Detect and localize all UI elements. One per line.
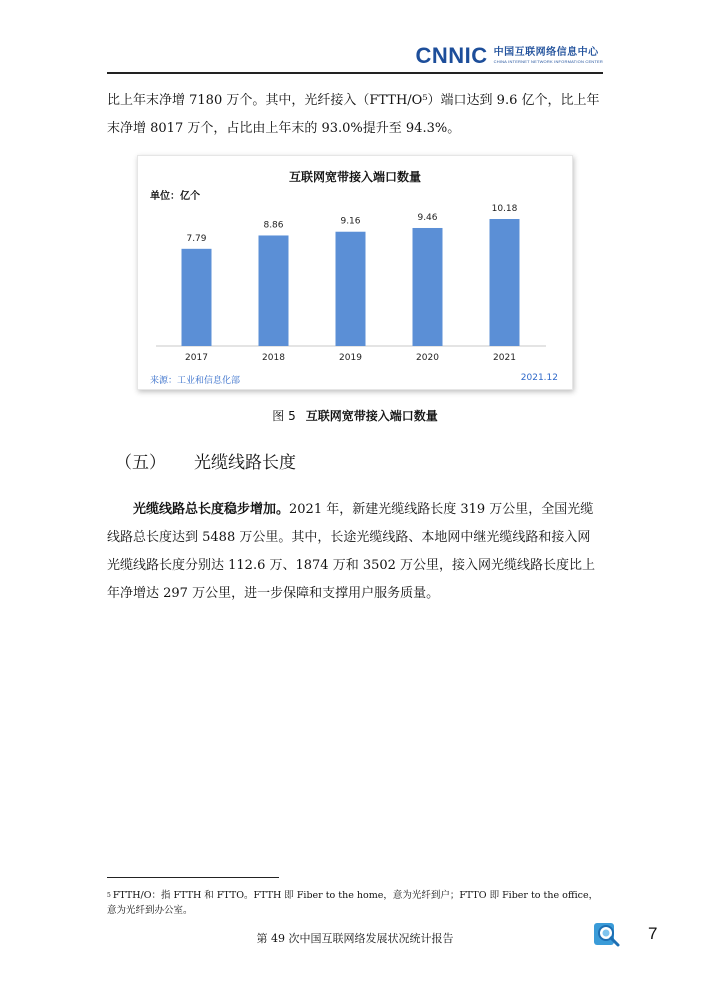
footnote xyxy=(107,888,603,918)
header-divider xyxy=(107,72,603,74)
bar-2018 xyxy=(259,235,289,346)
figure-title: 互联网宽带接入端口数量 xyxy=(305,409,438,423)
x-tick-label-2021: 2021 xyxy=(493,353,516,363)
paragraph-body: 2021 年，新建光缆线路长度 319 万公里，全国光缆线路总长度达到 5488 万公里。其中，长途光缆线路、本地网中继光缆线路和接入网光缆线路长度分别达 112.6 万、1874 万和 3502 万公里，接入网光缆线路长度比上年净增达 297 万公里，进一步保障和支撑用户服务质量。 xyxy=(107,502,596,601)
bar-2020 xyxy=(413,228,443,346)
bar-chart xyxy=(138,156,572,389)
cnnic-logo xyxy=(415,44,603,68)
section-heading xyxy=(115,448,296,473)
figure-caption xyxy=(107,407,603,424)
chart-unit-label: 单位：亿个 xyxy=(150,191,200,202)
page-header xyxy=(107,44,603,70)
org-name-cn: 中国互联网络信息中心 xyxy=(493,47,599,58)
bar-2017 xyxy=(182,249,212,346)
chart-date: 2021.12 xyxy=(520,373,558,383)
footnote-text: FTTH/O：指 FTTH 和 FTTO。FTTH 即 Fiber to the home，意为光纤到户；FTTO 即 Fiber to the office，意为光纤到办公室。 xyxy=(107,890,599,916)
chart-title: 互联网宽带接入端口数量 xyxy=(288,170,421,184)
section-title: 光缆线路长度 xyxy=(194,453,296,473)
body-paragraph-1: 比上年末净增 7180 万个。其中，光纤接入（FTTH/O⁵）端口达到 9.6 亿个，比上年末净增 8017 万个，占比由上年末的 93.0%提升至 94.3%。 xyxy=(107,93,600,136)
body-paragraph-2 xyxy=(107,496,603,608)
data-label-2017: 7.79 xyxy=(186,233,207,244)
x-tick-label-2020: 2020 xyxy=(416,353,439,363)
footnote-mark: 5 xyxy=(107,892,111,899)
x-tick-label-2018: 2018 xyxy=(262,353,285,363)
footer-report-title: 第 49 次中国互联网络发展状况统计报告 xyxy=(256,932,454,945)
org-name-en: CHINA INTERNET NETWORK INFORMATION CENTER xyxy=(493,59,603,64)
logo-mark: CNNIC xyxy=(415,43,488,68)
bar-2021 xyxy=(490,219,520,346)
section-index: （五） xyxy=(115,453,166,473)
x-tick-label-2017: 2017 xyxy=(185,353,208,363)
data-label-2020: 9.46 xyxy=(417,212,438,223)
footnote-divider xyxy=(107,877,279,878)
page-number: 7 xyxy=(648,924,658,943)
bar-2019 xyxy=(336,232,366,346)
x-tick-label-2019: 2019 xyxy=(339,353,362,363)
paragraph-lead: 光缆线路总长度稳步增加。 xyxy=(133,502,290,517)
data-label-2019: 9.16 xyxy=(340,216,361,227)
chart-source: 来源：工业和信息化部 xyxy=(150,376,241,386)
data-label-2021: 10.18 xyxy=(491,204,518,214)
data-label-2018: 8.86 xyxy=(263,220,284,231)
cnnic-magnifier-icon xyxy=(593,920,621,948)
bar-chart-card xyxy=(137,155,573,390)
figure-number: 图 5 xyxy=(272,409,296,423)
